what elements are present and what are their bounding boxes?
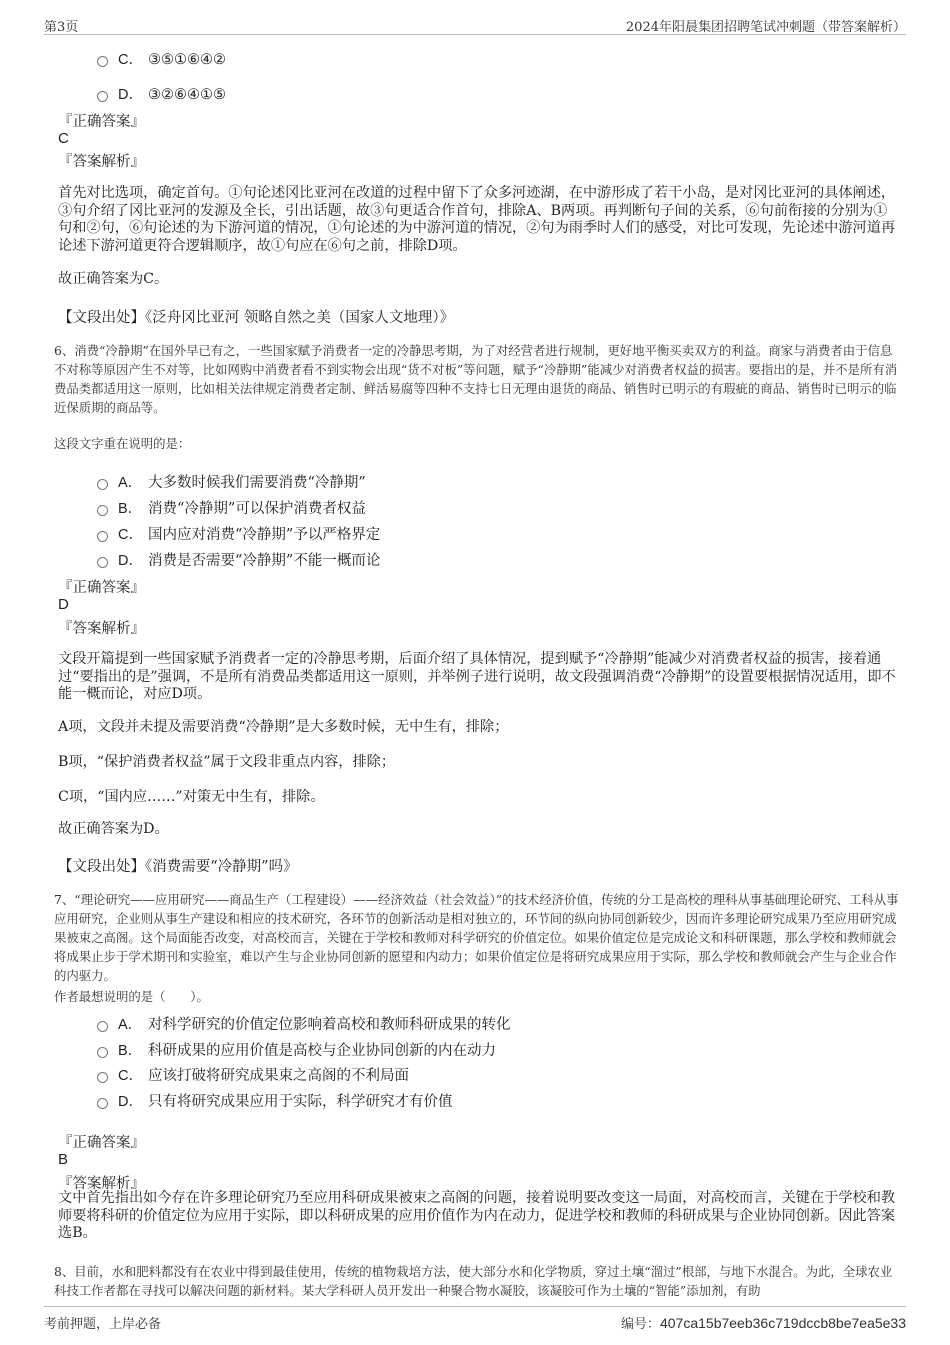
q5-analysis-label: 『答案解析』 xyxy=(58,154,145,170)
radio-icon[interactable] xyxy=(97,1021,108,1032)
radio-icon[interactable] xyxy=(97,1047,108,1058)
radio-icon[interactable] xyxy=(97,479,108,490)
q7-option-c[interactable]: C． 应该打破将研究成果束之高阁的不利局面 xyxy=(95,1064,409,1085)
radio-icon[interactable] xyxy=(97,1072,108,1083)
q5-option-d[interactable]: D． ③②⑥④①⑤ xyxy=(95,83,226,104)
q6-analysis: 文段开篇提到一些国家赋予消费者一定的冷静思考期，后面介绍了具体情况，提到赋予“冷静期”能减少对消费者权益的损害，接着通过“要指出的是”强调，不是所有消费品类都适用这一原则，并举例子进行说明，故文段强调消费“冷静期”的设置要根据情况适用，即不能一概而论，对应D项。 xyxy=(58,651,896,702)
document-title: 2024年阳晨集团招聘笔试冲刺题（带答案解析） xyxy=(625,20,906,35)
q6-analysis-b: B项，“保护消费者权益”属于文段非重点内容，排除； xyxy=(58,754,396,770)
q5-option-c[interactable]: C． ③⑤①⑥④② xyxy=(95,48,226,69)
radio-icon[interactable] xyxy=(97,505,108,516)
code-value: 407ca15b7eeb36c719dccb8be7ea5e33 xyxy=(659,1315,906,1331)
q8-stem: 8、目前，水和肥料都没有在农业中得到最佳使用，传统的植物栽培方法，使大部分水和化学物质，穿过土壤“溜过”根部，与地下水混合。为此，全球农业科技工作者都在寻找可以解决问题的新材料。某大学科研人员开发出一种聚合物水凝胶，该凝胶可作为土壤的“智能”添加剂，有助 xyxy=(54,1264,893,1298)
q6-option-a[interactable]: A． 大多数时候我们需要消费“冷静期” xyxy=(95,471,366,492)
q6-answer: D xyxy=(58,596,69,613)
q6-answer-label: 『正确答案』 xyxy=(58,580,145,596)
q6-option-b[interactable]: B． 消费“冷静期”可以保护消费者权益 xyxy=(95,497,366,518)
q5-answer-label: 『正确答案』 xyxy=(58,114,145,130)
q6-conclusion: 故正确答案为D。 xyxy=(58,821,169,837)
q6-option-c[interactable]: C． 国内应对消费“冷静期”予以严格界定 xyxy=(95,523,380,544)
radio-icon[interactable] xyxy=(97,1098,108,1109)
q6-source: 【文段出处】《消费需要“冷静期”吗》 xyxy=(58,859,298,875)
q7-stem: 7、“理论研究——应用研究——商品生产（工程建设）——经济效益（社会效益）”的技术经济价值，传统的分工是高校的理科从事基础理论研究、工科从事应用研究，企业则从事生产建设和相应的技术研究，各环节的创新活动是相对独立的，环节间的纵向协同创新较少，因而许多理论研究成果乃至应用研究成果被束之高阁。这个局面能否改变，对高校而言，关键在于学校和教师对科学研究的价值定位。如果价值定位是完成论文和科研课题，那么学校和教师就会将成果止步于学术期刊和实验室，难以产生与企业协同创新的愿望和内动力；如果价值定位是将研究成果应用于实际，那么学校和教师就会产生与企业合作的内驱力。 xyxy=(54,892,899,983)
q5-conclusion: 故正确答案为C。 xyxy=(58,271,169,287)
q7-answer-label: 『正确答案』 xyxy=(58,1135,145,1151)
q7-option-d[interactable]: D． 只有将研究成果应用于实际，科学研究才有价值 xyxy=(95,1090,453,1111)
q7-analysis: 文中首先指出如今存在许多理论研究乃至应用科研成果被束之高阁的问题，接着说明要改变这一局面，对高校而言，关键在于学校和教师要将科研的价值定位为应用于实际，即以科研成果的应用价值作为内在动力，促进学校和教师的科研成果与企业协同创新。因此答案选B。 xyxy=(58,1190,896,1241)
q7-question: 作者最想说明的是（ ）。 xyxy=(54,989,209,1004)
document-code xyxy=(621,1313,906,1332)
q5-analysis: 首先对比选项，确定首句。①句论述冈比亚河在改道的过程中留下了众多河迹湖，在中游形成了若干小岛，是对冈比亚河的具体阐述，③句介绍了冈比亚河的发源及全长，引出话题，故③句更适合作首句，排除A、B两项。再判断句子间的关系，⑥句前衔接的分别为①句和②句，⑥句论述的为下游河道的情况，①句论述的为中游河道的情况，②句为雨季时人们的感受，对比可发现，先论述中游河道再论述下游河道更符合逻辑顺序，故①句应在⑥句之前，排除D项。 xyxy=(58,185,896,254)
footer-slogan: 考前押题，上岸必备 xyxy=(44,1317,162,1332)
q6-analysis-c: C项，“国内应……”对策无中生有，排除。 xyxy=(58,789,325,805)
q6-analysis-a: A项，文段并未提及需要消费“冷静期”是大多数时候，无中生有，排除； xyxy=(58,719,509,735)
q7-analysis-label: 『答案解析』 xyxy=(58,1176,145,1192)
q5-source: 【文段出处】《泛舟冈比亚河 领略自然之美（国家人文地理）》 xyxy=(58,310,455,326)
q6-question: 这段文字重在说明的是： xyxy=(54,436,191,451)
q6-analysis-label: 『答案解析』 xyxy=(58,621,145,637)
q7-answer: B xyxy=(58,1151,69,1168)
page-header xyxy=(44,14,906,35)
q7-option-a[interactable]: A． 对科学研究的价值定位影响着高校和教师科研成果的转化 xyxy=(95,1013,511,1034)
page-footer xyxy=(44,1306,906,1333)
radio-icon[interactable] xyxy=(97,56,108,67)
code-label: 编号： xyxy=(620,1317,660,1332)
q7-option-b[interactable]: B． 科研成果的应用价值是高校与企业协同创新的内在动力 xyxy=(95,1039,496,1060)
radio-icon[interactable] xyxy=(97,531,108,542)
radio-icon[interactable] xyxy=(97,557,108,568)
q6-option-d[interactable]: D． 消费是否需要“冷静期”不能一概而论 xyxy=(95,549,380,570)
q5-answer: C xyxy=(58,130,69,147)
page-number: 第3页 xyxy=(44,20,79,35)
radio-icon[interactable] xyxy=(97,91,108,102)
q6-stem: 6、消费“冷静期”在国外早已有之，一些国家赋予消费者一定的冷静思考期，为了对经营者进行规制，更好地平衡买卖双方的利益。商家与消费者由于信息不对称等原因产生不对等，比如网购中消费者看不到实物会出现“货不对板”等问题，赋予“冷静期”能减少对消费者权益的损害。要指出的是，并不是所有消费品类都适用这一原则，比如相关法律规定消费者定制、鲜活易腐等四种不支持七日无理由退货的商品、销售时已明示的有瑕疵的商品、销售时已明示的临近保质期的商品等。 xyxy=(54,343,898,415)
